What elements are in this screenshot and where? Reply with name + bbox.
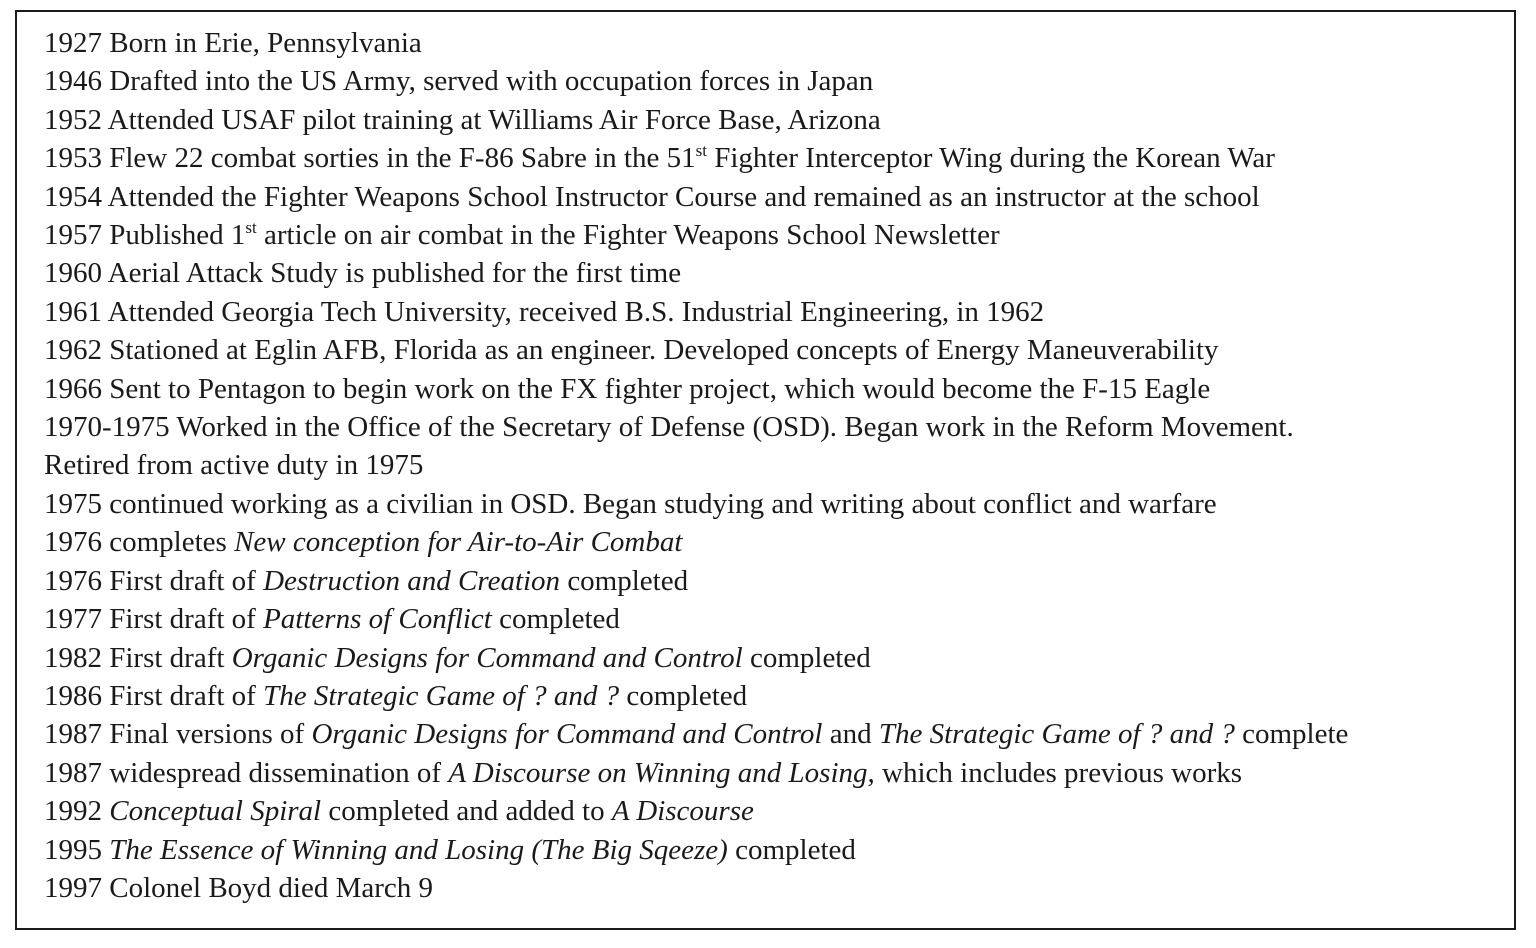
ordinal-suffix: st bbox=[695, 141, 707, 161]
timeline-entry bbox=[44, 101, 1504, 139]
entry-text: 1927 Born in Erie, Pennsylvania bbox=[44, 27, 422, 59]
entry-text: 1953 Flew 22 combat sorties in the F-86 Sabre in the 51 bbox=[44, 142, 696, 175]
entry-text: 1995 bbox=[44, 833, 110, 866]
timeline-entry bbox=[44, 754, 1504, 792]
entry-text: 1966 Sent to Pentagon to begin work on the FX fighter project, which would become the F-15 Eagle bbox=[44, 372, 1211, 405]
timeline-entry bbox=[44, 562, 1504, 600]
entry-text: 1954 Attended the Fighter Weapons School Instructor Course and remained as an instructor at the school bbox=[44, 180, 1260, 213]
entry-text: 1992 bbox=[44, 795, 110, 828]
timeline-entry bbox=[44, 62, 1504, 100]
entry-text: completed bbox=[742, 641, 871, 674]
work-title: A Discourse on Winning and Losing, bbox=[448, 756, 875, 789]
timeline-entry bbox=[44, 139, 1504, 177]
entry-text: 1976 First draft of bbox=[44, 564, 264, 597]
work-title: Organic Designs for Command and Control bbox=[311, 718, 823, 751]
work-title: The Strategic Game of ? and ? bbox=[878, 718, 1235, 751]
entry-text: Retired from active duty in 1975 bbox=[44, 449, 424, 482]
entry-text: 1975 continued working as a civilian in OSD. Began studying and writing about conflict and warfare bbox=[44, 487, 1217, 520]
timeline-entry bbox=[44, 600, 1504, 638]
timeline-entry bbox=[44, 408, 1504, 446]
work-title: Organic Designs for Command and Control bbox=[231, 641, 743, 674]
entry-text: Fighter Interceptor Wing during the Korean War bbox=[706, 142, 1275, 175]
work-title: Patterns of Conflict bbox=[263, 603, 492, 636]
timeline-entry bbox=[44, 523, 1504, 561]
timeline-entry bbox=[44, 485, 1504, 523]
entry-text: completed bbox=[560, 564, 689, 597]
entry-text: 1987 widespread dissemination of bbox=[44, 756, 449, 789]
entry-text: completed bbox=[619, 679, 748, 712]
entry-text: completed and added to bbox=[321, 795, 612, 828]
entry-text: 1960 Aerial Attack Study is published for the first time bbox=[44, 257, 682, 290]
ordinal-suffix: st bbox=[245, 218, 257, 238]
entry-text: which includes previous works bbox=[874, 756, 1243, 789]
entry-text: 1977 First draft of bbox=[44, 603, 264, 636]
entry-text: 1952 Attended USAF pilot training at Williams Air Force Base, Arizona bbox=[44, 103, 881, 136]
entry-text: 1982 First draft bbox=[44, 641, 232, 674]
work-title: Destruction and Creation bbox=[263, 564, 561, 597]
timeline-entry bbox=[44, 831, 1504, 869]
entry-text: 1946 Drafted into the US Army, served with occupation forces in Japan bbox=[44, 65, 874, 98]
timeline-entry bbox=[44, 24, 1504, 62]
work-title: New conception for Air-to-Air Combat bbox=[234, 526, 683, 559]
entry-text: 1986 First draft of bbox=[44, 679, 264, 712]
timeline-entry bbox=[44, 639, 1504, 677]
entry-text: 1957 Published 1 bbox=[44, 219, 246, 252]
entry-text: 1962 Stationed at Eglin AFB, Florida as an engineer. Developed concepts of Energy Maneuverability bbox=[44, 334, 1219, 367]
work-title: The Strategic Game of ? and ? bbox=[263, 679, 620, 712]
timeline-entry bbox=[44, 216, 1504, 254]
work-title: The Essence of Winning and Losing (The Big Sqeeze) bbox=[109, 833, 728, 866]
timeline-entry-continuation bbox=[44, 446, 1504, 484]
timeline-entry bbox=[44, 869, 1504, 907]
entry-text: complete bbox=[1234, 718, 1349, 751]
timeline-entry bbox=[44, 370, 1504, 408]
entry-text: 1976 completes bbox=[44, 526, 235, 559]
timeline-entry bbox=[44, 792, 1504, 830]
timeline-entry bbox=[44, 715, 1504, 753]
entry-text: and bbox=[822, 718, 879, 751]
entry-text: 1997 Colonel Boyd died March 9 bbox=[44, 871, 434, 904]
work-title: Conceptual Spiral bbox=[109, 795, 322, 828]
timeline-entry bbox=[44, 677, 1504, 715]
entry-text: 1987 Final versions of bbox=[44, 718, 312, 751]
timeline-list bbox=[44, 24, 1504, 907]
timeline-entry bbox=[44, 178, 1504, 216]
entry-text: completed bbox=[491, 603, 620, 636]
work-title: A Discourse bbox=[611, 795, 754, 828]
entry-text: article on air combat in the Fighter Weapons School Newsletter bbox=[256, 219, 1000, 252]
entry-text: 1970-1975 Worked in the Office of the Secretary of Defense (OSD). Began work in the Reform Movement. bbox=[44, 411, 1294, 444]
timeline-entry bbox=[44, 254, 1504, 292]
entry-text: 1961 Attended Georgia Tech University, received B.S. Industrial Engineering, in 1962 bbox=[44, 295, 1045, 328]
timeline-entry bbox=[44, 293, 1504, 331]
timeline-entry bbox=[44, 331, 1504, 369]
entry-text: completed bbox=[727, 833, 856, 866]
